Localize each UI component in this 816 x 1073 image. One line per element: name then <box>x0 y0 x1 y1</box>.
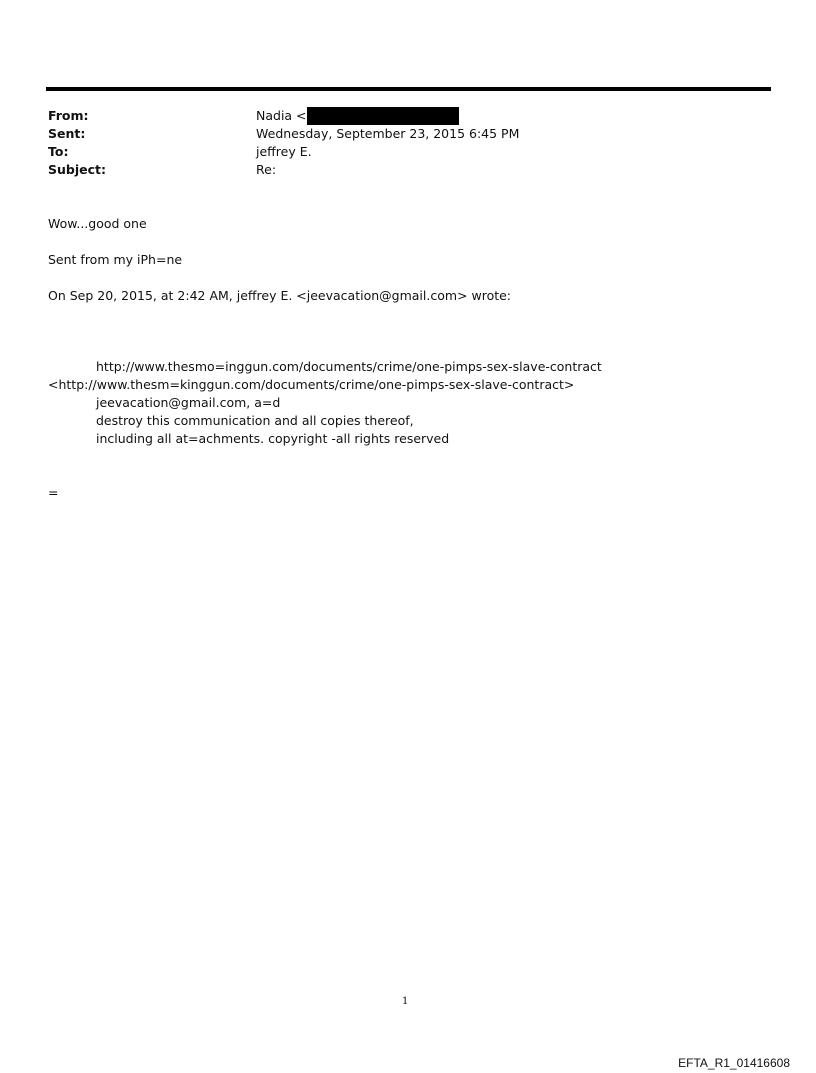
from-name: Nadia < <box>256 108 307 123</box>
sent-label: Sent: <box>48 126 86 141</box>
reply-text: Wow...good one <box>48 216 147 231</box>
header-divider-rule <box>46 87 771 91</box>
from-label: From: <box>48 108 89 123</box>
from-value <box>256 107 459 125</box>
sent-value: Wednesday, September 23, 2015 6:45 PM <box>256 126 520 141</box>
quoted-copyright-line: including all at=achments. copyright -all rights reserved <box>96 431 450 446</box>
quote-intro: On Sep 20, 2015, at 2:42 AM, jeffrey E. <jeevacation@gmail.com> wrote: <box>48 288 512 303</box>
quoted-email-line: jeevacation@gmail.com, a=d <box>96 395 281 410</box>
trailing-equals: = <box>48 485 59 500</box>
signature-text: Sent from my iPh=ne <box>48 252 183 267</box>
to-value: jeffrey E. <box>256 144 312 159</box>
quoted-url-bracketed-line: <http://www.thesm=kinggun.com/documents/crime/one-pimps-sex-slave-contract> <box>48 377 575 392</box>
quoted-disclaimer-line: destroy this communication and all copies thereof, <box>96 413 414 428</box>
redaction-box <box>307 107 459 125</box>
quoted-url-line: http://www.thesmo=inggun.com/documents/crime/one-pimps-sex-slave-contract <box>96 359 602 374</box>
to-label: To: <box>48 144 69 159</box>
subject-label: Subject: <box>48 162 106 177</box>
subject-value: Re: <box>256 162 277 177</box>
bates-number: EFTA_R1_01416608 <box>678 1056 790 1070</box>
page-number: 1 <box>402 996 409 1007</box>
